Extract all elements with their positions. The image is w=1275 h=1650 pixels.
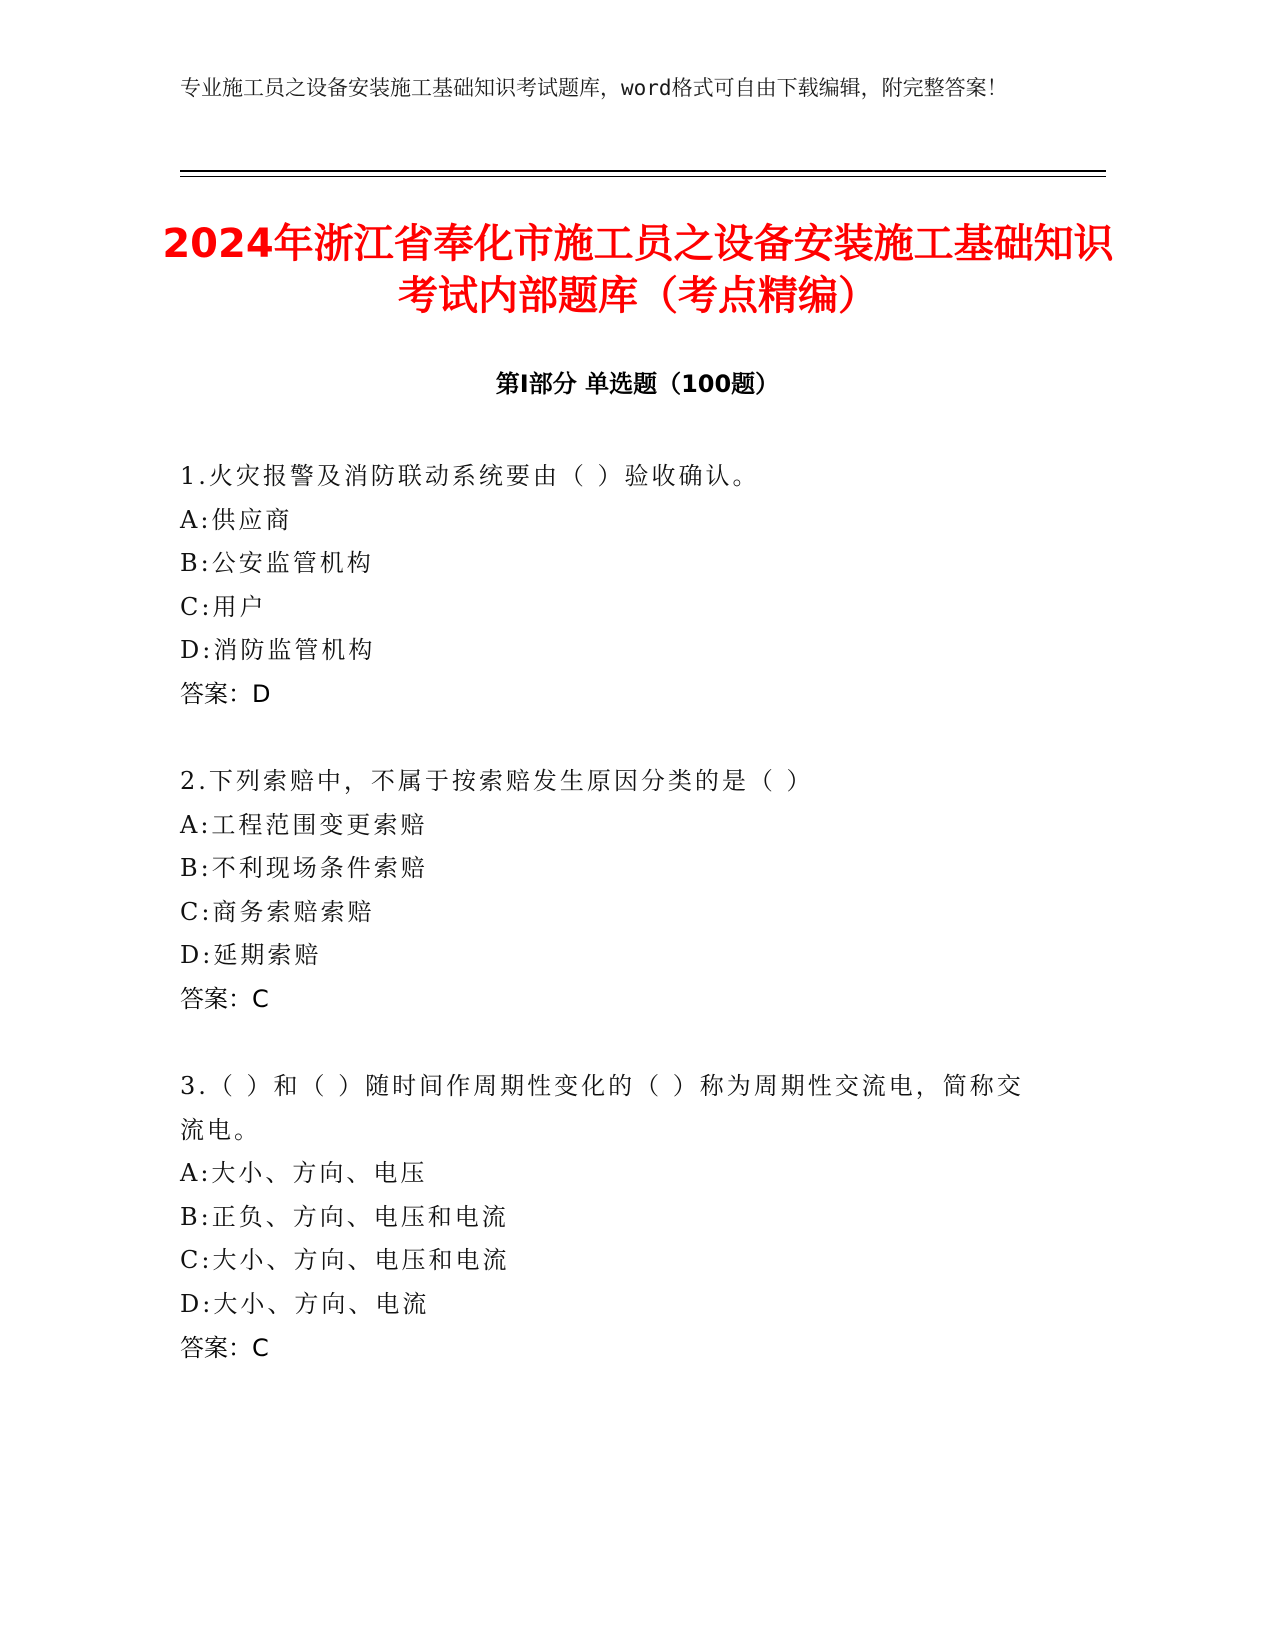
document-title: 2024年浙江省奉化市施工员之设备安装施工基础知识考试内部题库（考点精编） — [162, 221, 1114, 319]
question-2-option-a: A:工程范围变更索赔 — [180, 810, 428, 839]
header-rule-thick — [180, 170, 1106, 172]
question-2-answer: 答案：C — [180, 984, 269, 1013]
question-1-option-d: D:消防监管机构 — [180, 636, 376, 665]
question-2-option-d: D:延期索赔 — [180, 941, 322, 970]
question-2-text: 2.下列索赔中，不属于按索赔发生原因分类的是（ ） — [180, 767, 814, 795]
header-rule-thin — [180, 176, 1106, 177]
question-2 — [180, 760, 1040, 1022]
question-1 — [180, 455, 1040, 717]
question-3 — [180, 1065, 1040, 1370]
question-3-option-d: D:大小、方向、电流 — [180, 1289, 430, 1318]
question-1-option-a: A:供应商 — [180, 505, 293, 534]
question-3-option-a: A:大小、方向、电压 — [180, 1159, 428, 1188]
header-note: 专业施工员之设备安装施工基础知识考试题库，word格式可自由下载编辑，附完整答案！ — [180, 76, 1008, 100]
question-3-option-b: B:正负、方向、电压和电流 — [180, 1202, 509, 1231]
section-heading: 第Ⅰ部分 单选题（100题） — [495, 370, 780, 398]
question-1-text: 1.火灾报警及消防联动系统要由（ ）验收确认。 — [180, 462, 760, 490]
question-1-option-c: C:用户 — [180, 592, 267, 621]
question-3-answer: 答案：C — [180, 1333, 269, 1362]
question-3-option-c: C:大小、方向、电压和电流 — [180, 1246, 510, 1275]
question-2-option-c: C:商务索赔索赔 — [180, 897, 375, 926]
question-3-text: 3.（ ）和（ ）随时间作周期性变化的（ ）称为周期性交流电，简称交流电。 — [180, 1072, 1024, 1144]
question-1-option-b: B:公安监管机构 — [180, 549, 374, 578]
question-1-answer: 答案：D — [180, 679, 271, 708]
question-2-option-b: B:不利现场条件索赔 — [180, 854, 428, 883]
